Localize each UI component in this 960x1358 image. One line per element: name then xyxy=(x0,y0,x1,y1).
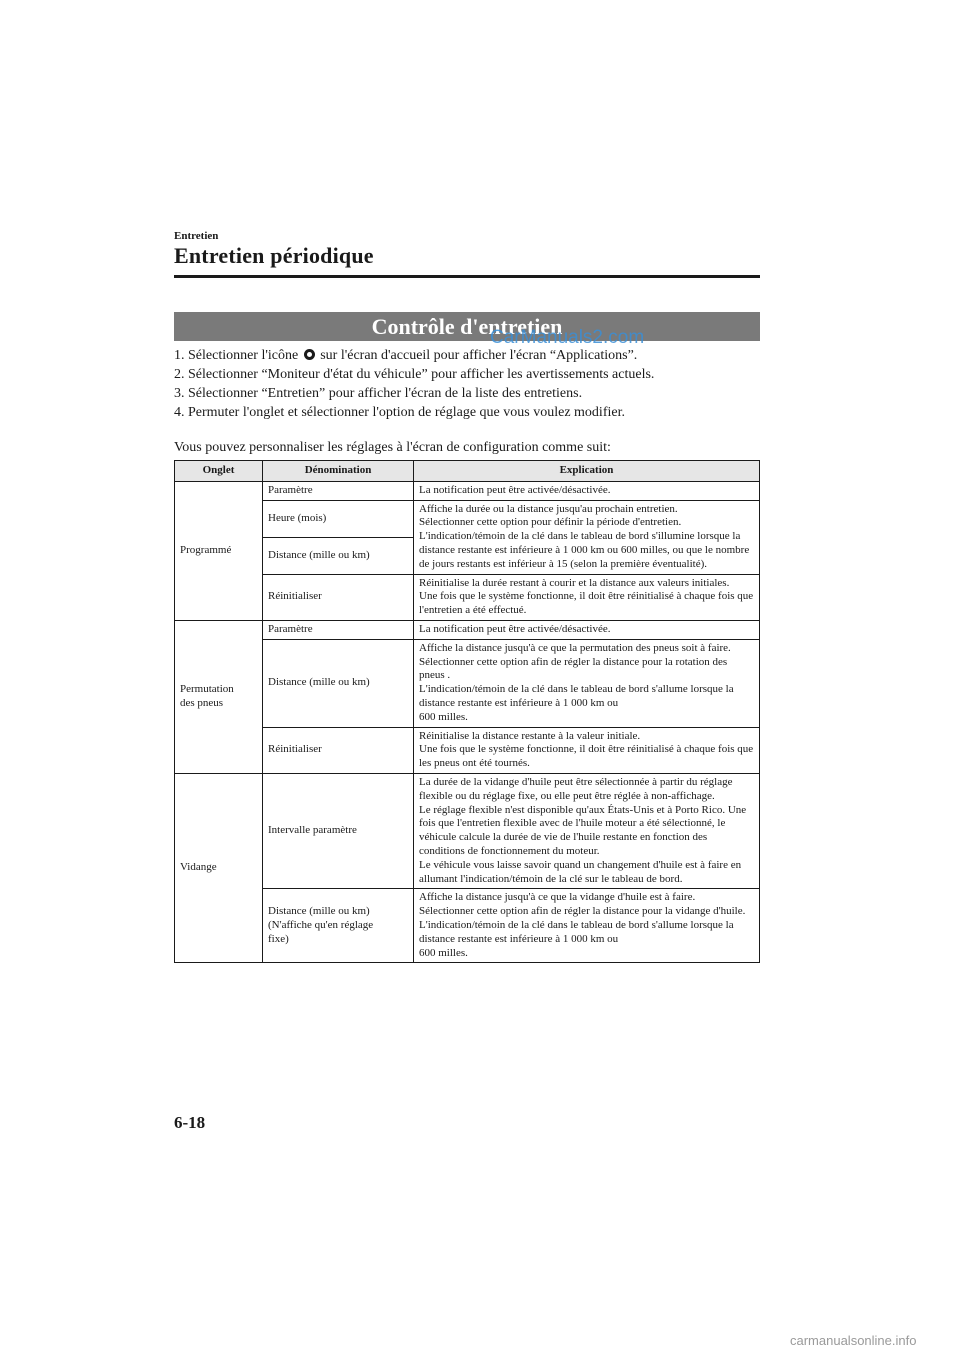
table-row xyxy=(175,727,760,773)
name-cell: Heure (mois) xyxy=(263,500,414,537)
name-cell: Paramètre xyxy=(263,481,414,500)
header-tab: Onglet xyxy=(175,461,263,482)
name-cell: Réinitialiser xyxy=(263,727,414,773)
page-title: Entretien périodique xyxy=(174,243,374,268)
tab-cell: Permutation des pneus xyxy=(175,620,263,773)
step-text-after: sur l'écran d'accueil pour afficher l'écran “Applications”. xyxy=(316,348,638,363)
explanation-cell: La notification peut être activée/désactivée. xyxy=(414,481,760,500)
table-header-row xyxy=(175,461,760,482)
page-number: 6-18 xyxy=(174,1113,206,1132)
table-row xyxy=(175,773,760,888)
step-text-before: 1. Sélectionner l'icône xyxy=(174,348,302,363)
table-row xyxy=(175,500,760,537)
name-cell: Distance (mille ou km) xyxy=(263,639,414,727)
table-row xyxy=(175,481,760,500)
tab-cell: Vidange xyxy=(175,773,263,962)
section-banner: Contrôle d'entretien xyxy=(174,312,760,341)
gear-icon xyxy=(304,349,315,360)
watermark-logo: CarManuals2.com xyxy=(490,327,645,348)
table-row xyxy=(175,574,760,620)
name-cell: Réinitialiser xyxy=(263,574,414,620)
table-row xyxy=(175,639,760,727)
name-cell: Distance (mille ou km) xyxy=(263,537,414,574)
header-name: Dénomination xyxy=(263,461,414,482)
title-rule xyxy=(174,275,760,278)
step-item: 4. Permuter l'onglet et sélectionner l'option de réglage que vous voulez modifier. xyxy=(174,405,625,420)
intro-text: Vous pouvez personnaliser les réglages à l'écran de configuration comme suit: xyxy=(174,440,611,455)
explanation-cell: Affiche la durée ou la distance jusqu'au prochain entretien. Sélectionner cette option pour définir la période d'entretien. L'indication/témoin de la clé dans le tableau de bord s'illumine lorsque la distance restante est inférieure à 1 000 km ou 600 milles, ou que le nombre de jours restants est inférieur à 15 (selon la première éventualité). xyxy=(414,500,760,574)
section-label: Entretien xyxy=(174,230,219,242)
name-cell: Paramètre xyxy=(263,620,414,639)
footer-site: carmanualsonline.info xyxy=(790,1333,917,1348)
step-item xyxy=(174,346,760,365)
table-row xyxy=(175,620,760,639)
steps-list xyxy=(174,346,760,422)
step-item: 2. Sélectionner “Moniteur d'état du véhicule” pour afficher les avertissements actuels. xyxy=(174,367,655,382)
explanation-cell: Réinitialise la distance restante à la valeur initiale. Une fois que le système fonctionne, il doit être réinitialisé à chaque fois que les pneus ont été tournés. xyxy=(414,727,760,773)
explanation-cell: La notification peut être activée/désactivée. xyxy=(414,620,760,639)
step-item: 3. Sélectionner “Entretien” pour afficher l'écran de la liste des entretiens. xyxy=(174,386,583,401)
explanation-cell: Affiche la distance jusqu'à ce que la permutation des pneus soit à faire. Sélectionner cette option afin de régler la distance pour la rotation des pneus . L'indication/témoin de la clé dans le tableau de bord s'allume lorsque la distance restante est inférieure à 1 000 km ou 600 milles. xyxy=(414,639,760,727)
maintenance-settings-table xyxy=(174,460,760,963)
name-cell: Intervalle paramètre xyxy=(263,773,414,888)
explanation-cell: La durée de la vidange d'huile peut être sélectionnée à partir du réglage flexible ou du réglage fixe, ou elle peut être réglée à non-affichage. Le réglage flexible n'est disponible qu'aux États-Unis et à Porto Rico. Une fois que l'entretien flexible avec de l'huile moteur a été sélectionné, le véhicule calcule la durée de vie de l'huile restante en fonction des conditions de fonctionnement du moteur. Le véhicule vous laisse savoir quand un changement d'huile est à faire en allumant l'indication/témoin de la clé sur le tableau de bord. xyxy=(414,773,760,888)
header-explanation: Explication xyxy=(414,461,760,482)
explanation-cell: Affiche la distance jusqu'à ce que la vidange d'huile est à faire. Sélectionner cette option afin de régler la distance pour la vidange d'huile. L'indication/témoin de la clé dans le tableau de bord s'allume lorsque la distance restante est inférieure à 1 000 km ou 600 milles. xyxy=(414,889,760,963)
name-cell: Distance (mille ou km) (N'affiche qu'en réglage fixe) xyxy=(263,889,414,963)
explanation-cell: Réinitialise la durée restant à courir et la distance aux valeurs initiales. Une fois que le système fonctionne, il doit être réinitialisé à chaque fois que l'entretien a été effectué. xyxy=(414,574,760,620)
table-row xyxy=(175,889,760,963)
tab-cell: Programmé xyxy=(175,481,263,620)
